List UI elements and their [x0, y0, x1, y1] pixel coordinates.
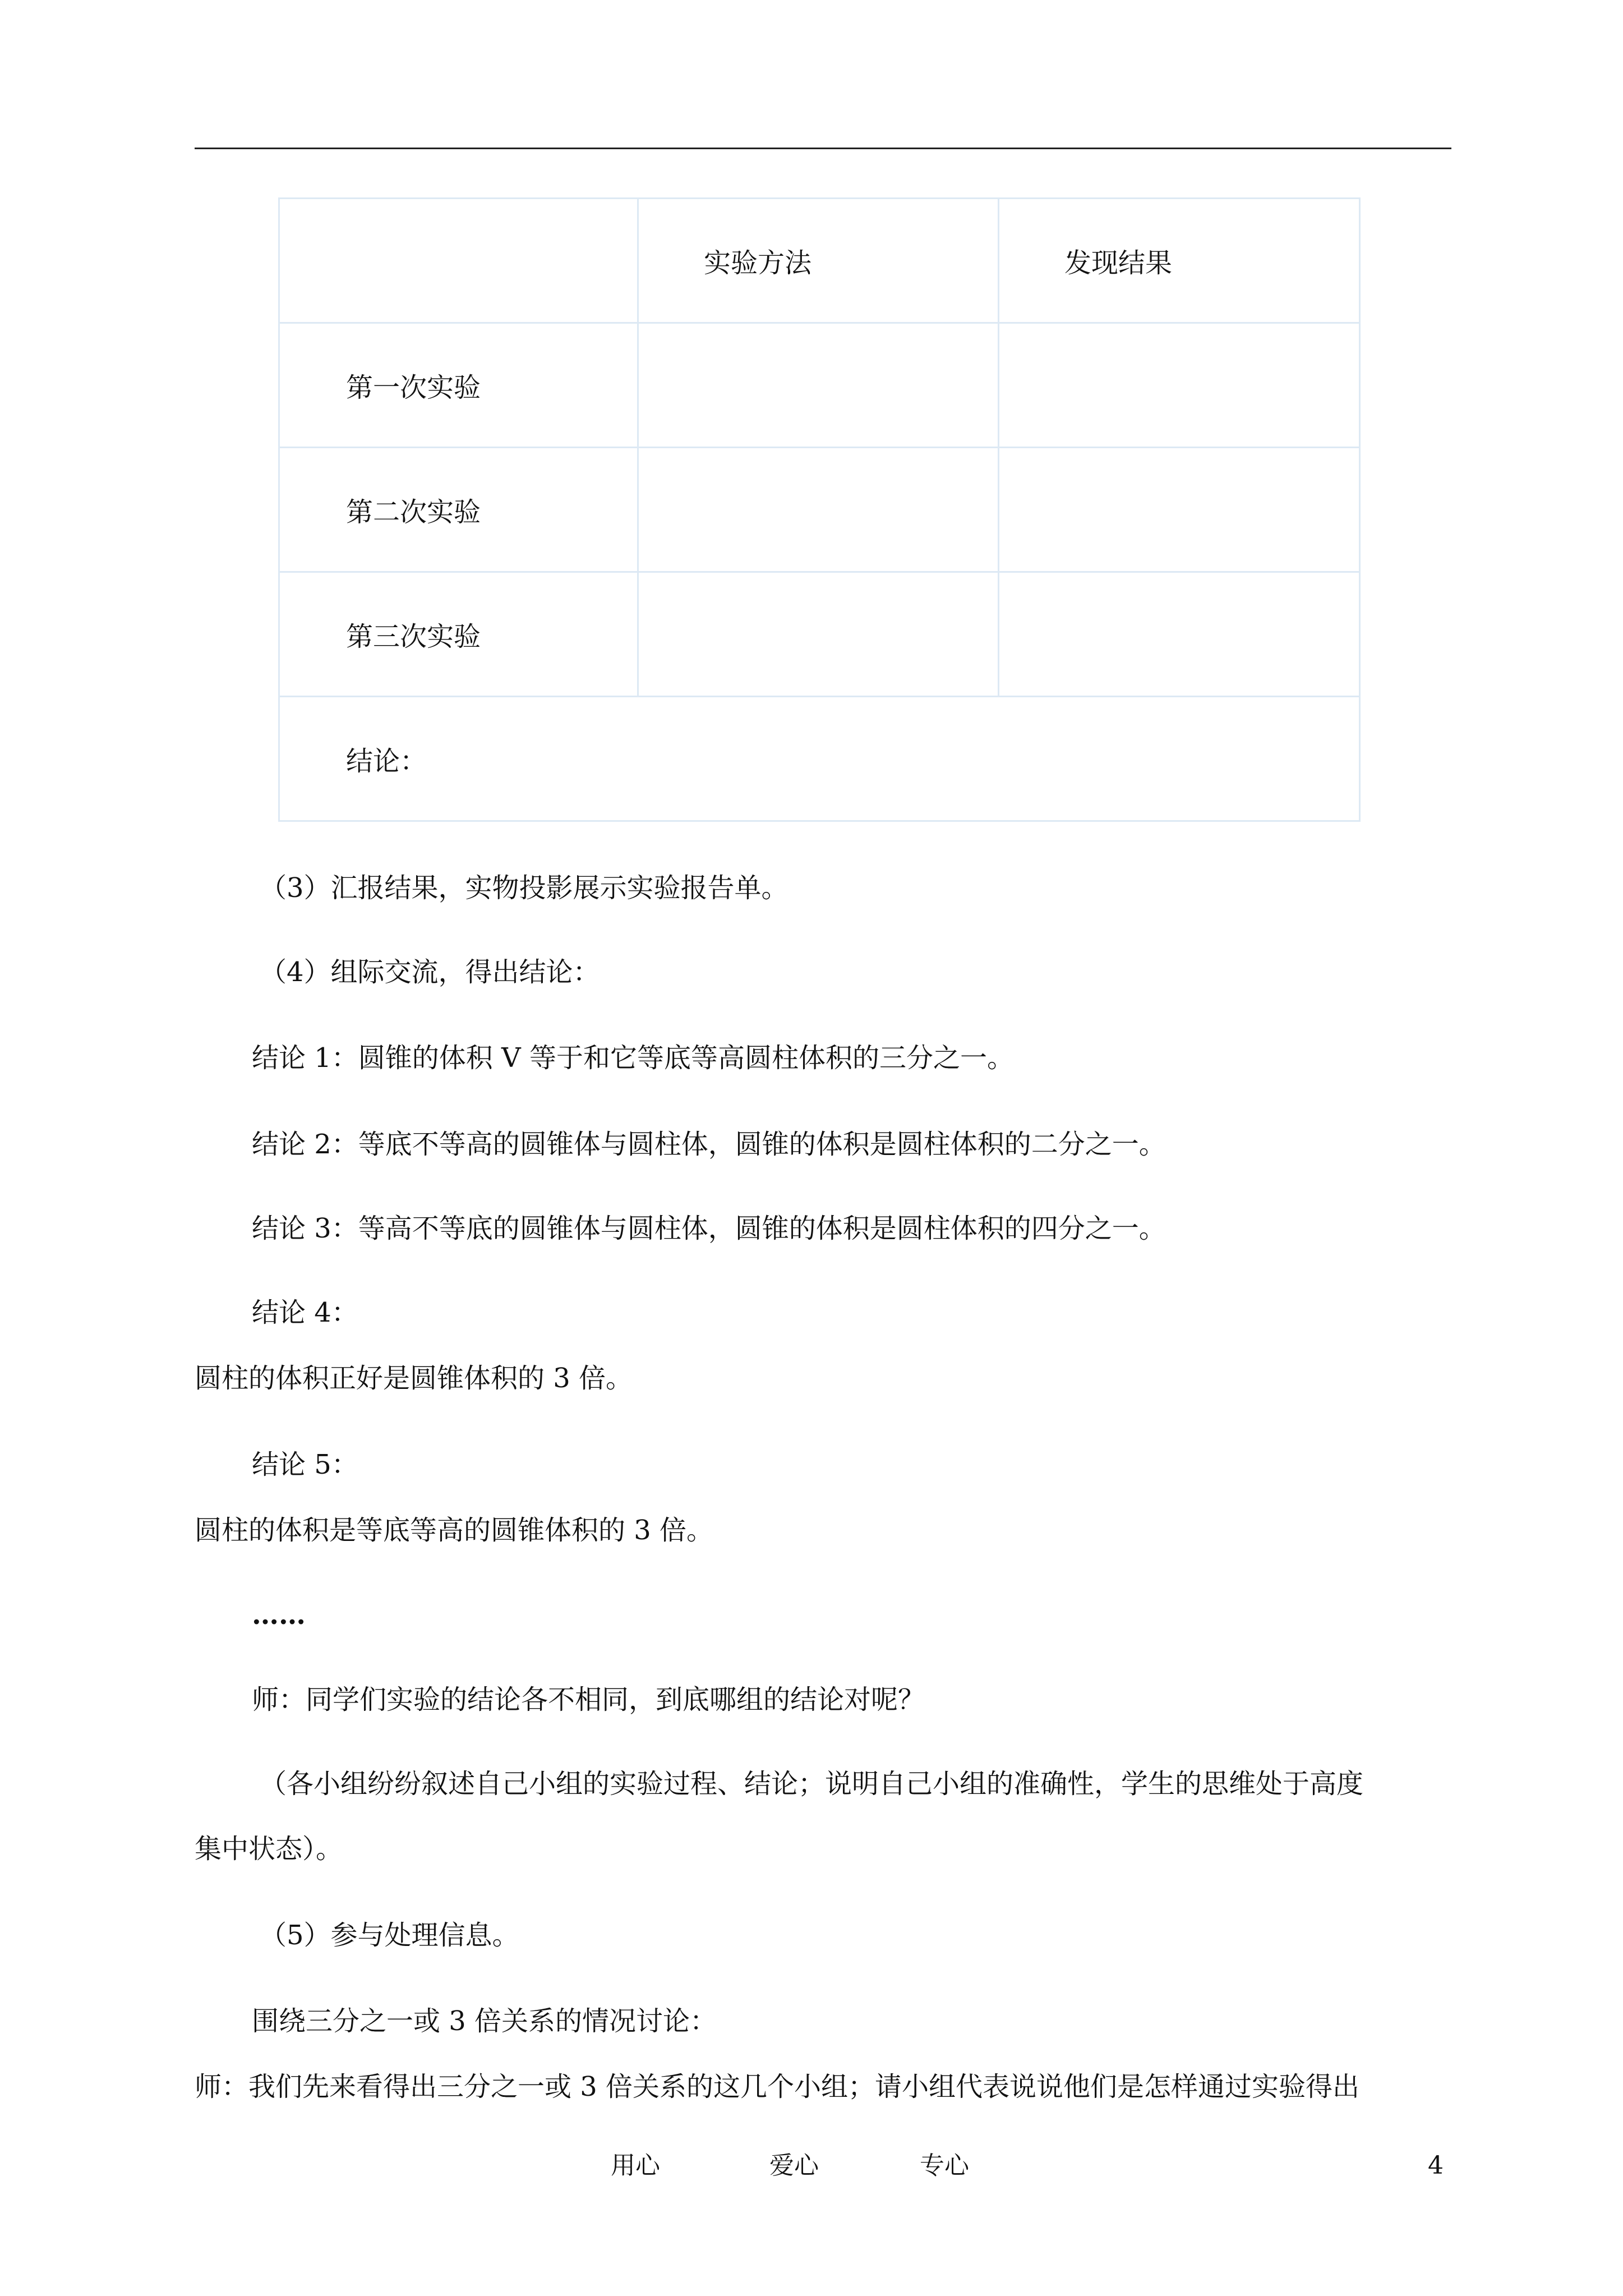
method-cell	[638, 448, 999, 572]
table-corner-cell	[279, 199, 638, 323]
header-rule	[195, 148, 1451, 149]
result-cell	[999, 572, 1360, 697]
conclusion-2: 结论 2：等底不等高的圆锥体与圆柱体，圆锥的体积是圆柱体积的二分之一。	[252, 1129, 1166, 1160]
column-header-result: 发现结果	[999, 199, 1360, 323]
footer-word-aixin: 爱心	[769, 2151, 819, 2180]
conclusion-5-label: 结论 5：	[252, 1449, 358, 1480]
conclusion-1: 结论 1：圆锥的体积 V 等于和它等底等高圆柱体积的三分之一。	[252, 1042, 1014, 1074]
column-header-method: 实验方法	[638, 199, 999, 323]
method-cell	[638, 572, 999, 697]
row-label-second-experiment: 第二次实验	[279, 448, 638, 572]
teacher-statement: 师：我们先来看得出三分之一或 3 倍关系的这几个小组；请小组代表说说他们是怎样通过实验得出	[195, 2071, 1360, 2102]
row-label-third-experiment: 第三次实验	[279, 572, 638, 697]
page-number: 4	[1428, 2151, 1444, 2180]
row-label-first-experiment: 第一次实验	[279, 323, 638, 448]
ellipsis: ……	[252, 1599, 306, 1631]
conclusion-4-label: 结论 4：	[252, 1297, 358, 1328]
table-header-row	[279, 199, 1360, 323]
conclusion-4-text: 圆柱的体积正好是圆锥体积的 3 倍。	[195, 1363, 633, 1394]
step-5-text: （5）参与处理信息。	[260, 1920, 519, 1951]
method-cell	[638, 323, 999, 448]
conclusion-5-text: 圆柱的体积是等底等高的圆锥体积的 3 倍。	[195, 1515, 714, 1546]
footer-word-zhuanxin: 专心	[920, 2151, 969, 2180]
discussion-intro: 围绕三分之一或 3 倍关系的情况讨论：	[252, 2005, 717, 2037]
table-row	[279, 448, 1360, 572]
table-row	[279, 323, 1360, 448]
group-note-line-2: 集中状态）。	[195, 1833, 343, 1865]
result-cell	[999, 323, 1360, 448]
result-cell	[999, 448, 1360, 572]
experiment-table	[278, 197, 1361, 822]
step-4-text: （4）组际交流，得出结论：	[260, 956, 600, 988]
group-note-line-1: （各小组纷纷叙述自己小组的实验过程、结论；说明自己小组的准确性，学生的思维处于高度	[260, 1768, 1364, 1800]
step-3-text: （3）汇报结果，实物投影展示实验报告单。	[260, 872, 789, 904]
footer-word-yongxin: 用心	[611, 2151, 660, 2180]
conclusion-label: 结论：	[279, 697, 1360, 821]
table-row	[279, 572, 1360, 697]
teacher-question: 师：同学们实验的结论各不相同，到底哪组的结论对呢？	[252, 1684, 925, 1715]
conclusion-3: 结论 3：等高不等底的圆锥体与圆柱体，圆锥的体积是圆柱体积的四分之一。	[252, 1213, 1166, 1244]
table-conclusion-row	[279, 697, 1360, 821]
